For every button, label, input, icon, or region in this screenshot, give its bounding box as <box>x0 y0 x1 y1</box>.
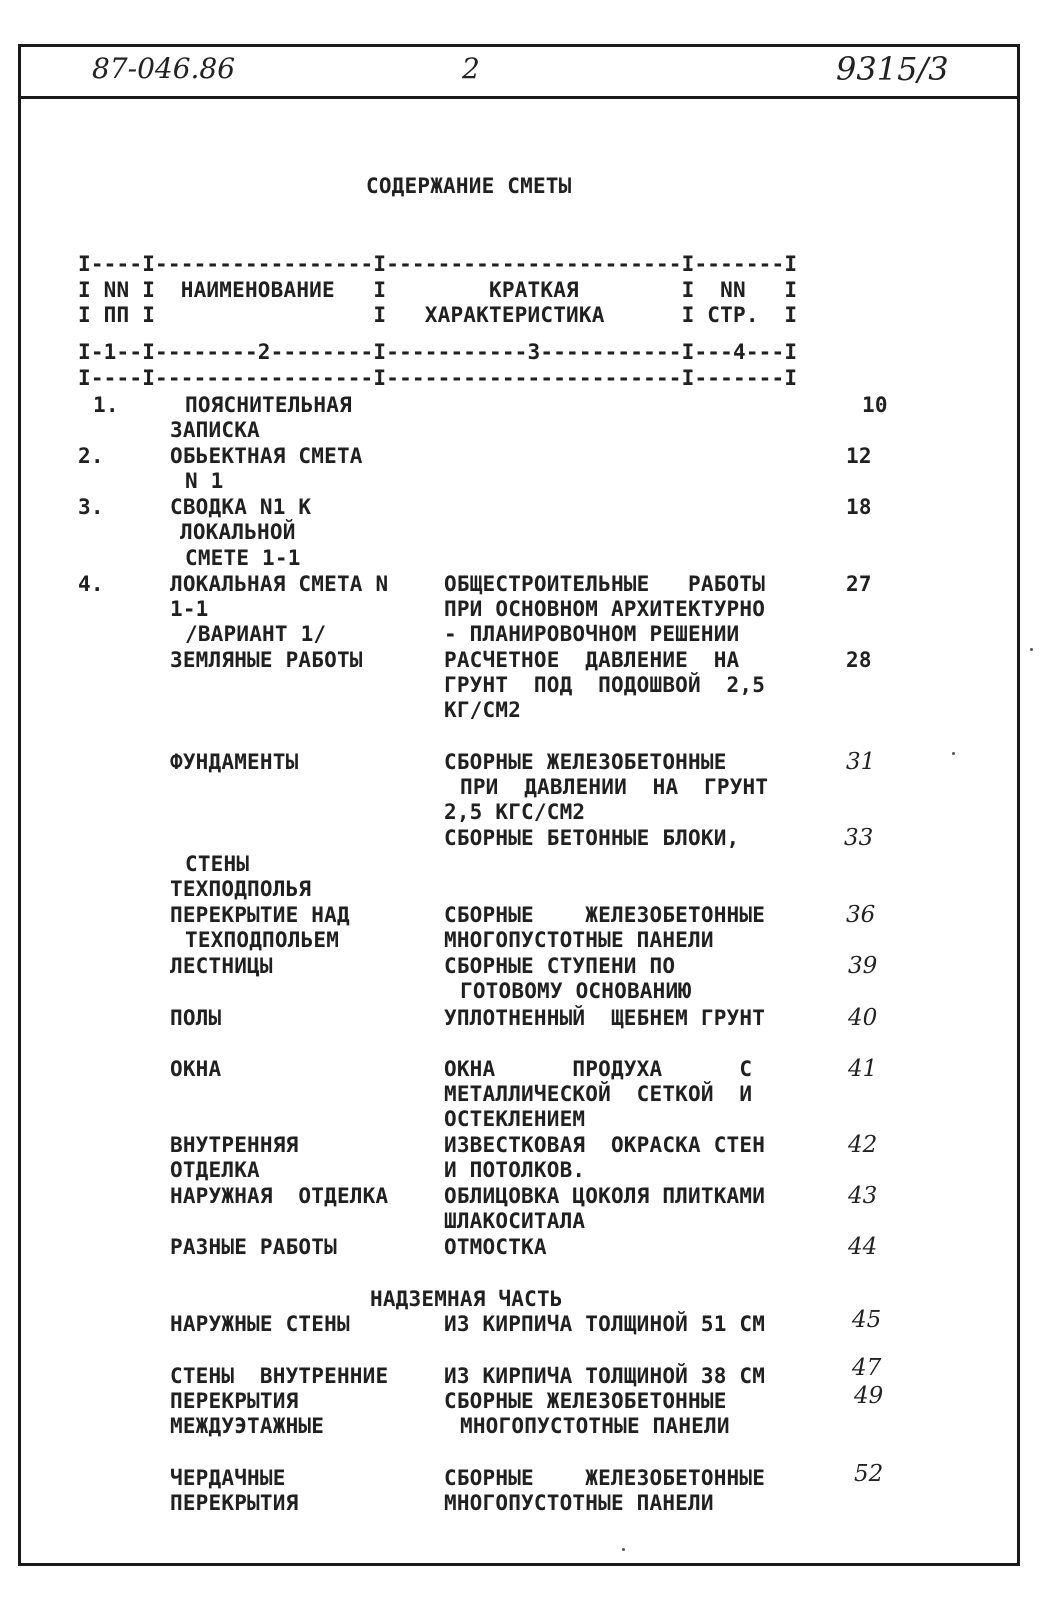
doc-code: 9315/3 <box>836 50 949 88</box>
scan-speck <box>622 1548 625 1551</box>
row-name: ФУНДАМЕНТЫ <box>170 750 299 774</box>
table-border-top: I----I-----------------I-----------------------I-------I <box>78 252 798 276</box>
row-name: ЛОКАЛЬНОЙ <box>180 520 296 544</box>
row-desc: ИЗ КИРПИЧА ТОЛЩИНОЙ 51 СМ <box>444 1312 766 1336</box>
row-name: ОКНА <box>170 1057 222 1081</box>
row-page: 33 <box>844 825 874 851</box>
row-page: 43 <box>848 1183 878 1209</box>
row-name: ОТДЕЛКА <box>170 1158 260 1182</box>
row-name: ЧЕРДАЧНЫЕ <box>170 1466 286 1490</box>
row-desc: СБОРНЫЕ ЖЕЛЕЗОБЕТОННЫЕ <box>444 1389 727 1413</box>
row-desc: ИЗВЕСТКОВАЯ ОКРАСКА СТЕН <box>444 1133 766 1157</box>
page-title: СОДЕРЖАНИЕ СМЕТЫ <box>366 174 572 198</box>
row-name: ОБЬЕКТНАЯ СМЕТА <box>170 444 363 468</box>
row-name: РАЗНЫЕ РАБОТЫ <box>170 1235 337 1259</box>
row-desc: ОСТЕКЛЕНИЕМ <box>444 1107 586 1131</box>
row-name: ВНУТРЕННЯЯ <box>170 1133 299 1157</box>
row-page: 27 <box>846 572 872 596</box>
row-desc: МНОГОПУСТОТНЫЕ ПАНЕЛИ <box>444 928 714 952</box>
row-name: ЛОКАЛЬНАЯ СМЕТА N <box>170 572 389 596</box>
row-desc: УПЛОТНЕННЫЙ ЩЕБНЕМ ГРУНТ <box>444 1006 766 1030</box>
row-desc: ОТМОСТКА <box>444 1235 547 1259</box>
row-desc: ОКНА ПРОДУХА С <box>444 1057 753 1081</box>
row-name: ПЕРЕКРЫТИЯ <box>170 1491 299 1515</box>
row-desc: ГРУНТ ПОД ПОДОШВОЙ 2,5 <box>444 673 766 697</box>
row-desc: КГ/СМ2 <box>444 698 522 722</box>
row-name: N 1 <box>185 469 224 493</box>
row-name: ТЕХПОДПОЛЬЕМ <box>185 928 340 952</box>
row-name: СТЕНЫ <box>185 852 250 876</box>
table-header-row1: I NN I НАИМЕНОВАНИЕ I КРАТКАЯ I NN I <box>78 278 798 302</box>
section-title: НАДЗЕМНАЯ ЧАСТЬ <box>370 1287 563 1311</box>
header-divider <box>18 96 1020 99</box>
row-name: ЛЕСТНИЦЫ <box>170 954 273 978</box>
row-desc: ПРИ ОСНОВНОМ АРХИТЕКТУРНО <box>444 597 766 621</box>
row-name: ТЕХПОДПОЛЬЯ <box>170 877 312 901</box>
row-name: ПОЯСНИТЕЛЬНАЯ <box>185 393 352 417</box>
row-name: НАРУЖНАЯ ОТДЕЛКА <box>170 1184 389 1208</box>
row-page: 49 <box>854 1383 884 1409</box>
row-page: 18 <box>846 495 872 519</box>
row-desc: ОБЛИЦОВКА ЦОКОЛЯ ПЛИТКАМИ <box>444 1184 766 1208</box>
row-name: ПЕРЕКРЫТИЯ <box>170 1389 299 1413</box>
sheet-number: 2 <box>462 52 480 85</box>
row-desc: ПРИ ДАВЛЕНИИ НА ГРУНТ <box>460 775 769 799</box>
row-name: СВОДКА N1 К <box>170 495 312 519</box>
row-page: 36 <box>846 902 876 928</box>
row-num: 4. <box>78 572 104 596</box>
row-page: 44 <box>848 1234 878 1260</box>
row-name: 1-1 <box>170 597 209 621</box>
row-page: 45 <box>852 1307 882 1333</box>
row-desc: 2,5 КГС/СМ2 <box>444 800 586 824</box>
row-page: 41 <box>848 1056 878 1082</box>
row-page: 12 <box>846 444 872 468</box>
row-name: СМЕТЕ 1-1 <box>185 546 301 570</box>
row-name: ЗЕМЛЯНЫЕ РАБОТЫ <box>170 648 363 672</box>
row-page: 42 <box>848 1132 878 1158</box>
row-num: 2. <box>78 444 104 468</box>
row-page: 47 <box>852 1355 882 1381</box>
row-desc: - ПЛАНИРОВОЧНОМ РЕШЕНИИ <box>444 622 740 646</box>
row-page: 52 <box>854 1461 884 1487</box>
row-name: ЗАПИСКА <box>170 418 260 442</box>
table-border-bottom: I----I-----------------I-----------------------I-------I <box>78 366 798 390</box>
row-desc: ИЗ КИРПИЧА ТОЛЩИНОЙ 38 СМ <box>444 1364 766 1388</box>
row-name: МЕЖДУЭТАЖНЫЕ <box>170 1414 325 1438</box>
row-name: /ВАРИАНТ 1/ <box>185 622 327 646</box>
row-page: 10 <box>862 393 888 417</box>
table-column-numbers: I-1--I--------2--------I-----------3-----------I---4---I <box>78 340 798 364</box>
row-desc: МНОГОПУСТОТНЫЕ ПАНЕЛИ <box>444 1491 714 1515</box>
table-header-row2: I ПП I I ХАРАКТЕРИСТИКА I СТР. I <box>78 303 798 327</box>
row-name: НАРУЖНЫЕ СТЕНЫ <box>170 1312 350 1336</box>
row-page: 31 <box>846 749 876 775</box>
row-desc: СБОРНЫЕ ЖЕЛЕЗОБЕТОННЫЕ <box>444 750 727 774</box>
doc-number: 87-046.86 <box>92 52 236 85</box>
row-desc: ОБЩЕСТРОИТЕЛЬНЫЕ РАБОТЫ <box>444 572 766 596</box>
scan-speck <box>952 752 955 755</box>
row-desc: СБОРНЫЕ БЕТОННЫЕ БЛОКИ, <box>444 826 740 850</box>
row-page: 28 <box>846 648 872 672</box>
row-num: 1. <box>93 393 119 417</box>
row-desc: РАСЧЕТНОЕ ДАВЛЕНИЕ НА <box>444 648 740 672</box>
row-desc: МНОГОПУСТОТНЫЕ ПАНЕЛИ <box>460 1414 730 1438</box>
row-desc: ГОТОВОМУ ОСНОВАНИЮ <box>460 979 692 1003</box>
row-name: ПОЛЫ <box>170 1006 222 1030</box>
row-desc: СБОРНЫЕ СТУПЕНИ ПО <box>444 954 676 978</box>
row-num: 3. <box>78 495 104 519</box>
row-page: 40 <box>848 1005 878 1031</box>
row-name: ПЕРЕКРЫТИЕ НАД <box>170 903 350 927</box>
row-name: СТЕНЫ ВНУТРЕННИЕ <box>170 1364 389 1388</box>
row-desc: СБОРНЫЕ ЖЕЛЕЗОБЕТОННЫЕ <box>444 903 766 927</box>
row-desc: И ПОТОЛКОВ. <box>444 1158 586 1182</box>
row-desc: СБОРНЫЕ ЖЕЛЕЗОБЕТОННЫЕ <box>444 1466 766 1490</box>
row-desc: МЕТАЛЛИЧЕСКОЙ СЕТКОЙ И <box>444 1082 753 1106</box>
row-desc: ШЛАКОСИТАЛА <box>444 1209 586 1233</box>
scan-speck <box>1030 648 1033 651</box>
row-page: 39 <box>848 953 878 979</box>
